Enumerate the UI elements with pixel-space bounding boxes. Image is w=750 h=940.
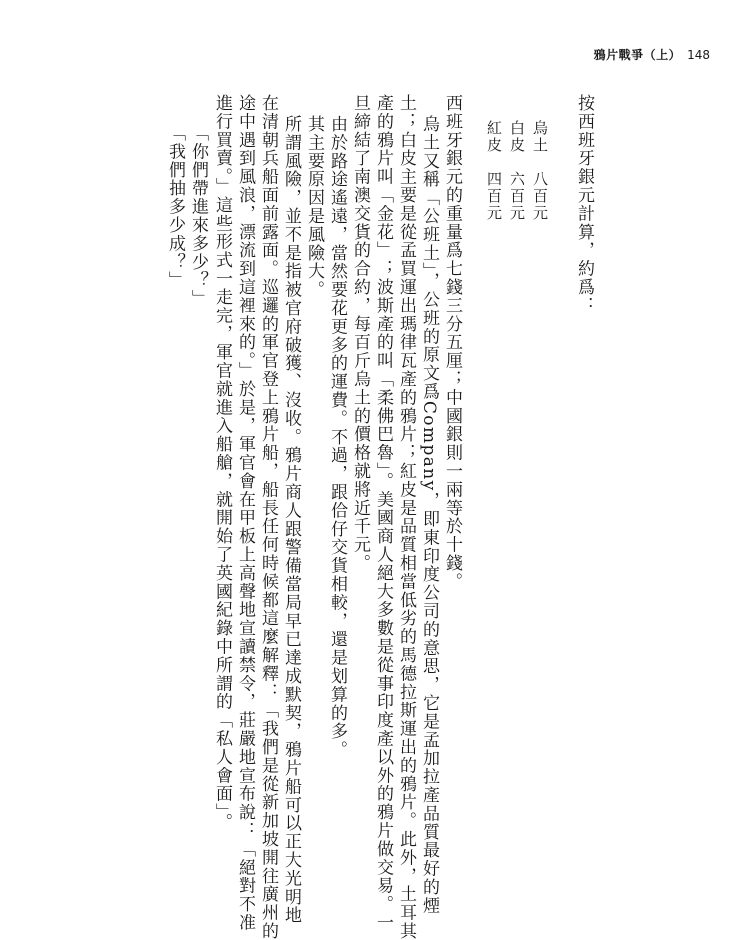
intro-line: 按西班牙銀元計算，約爲： [574, 94, 594, 315]
price-row-wutu: 烏土 八百元 [531, 120, 549, 222]
book-title: 鴉片戰爭（上） [593, 48, 682, 62]
paragraph-line: 在清朝兵船面前露面。巡邏的軍官登上鴉片船，船長任何時候都這麼解釋：「我們是從新加坡開往廣州的 [258, 94, 278, 940]
dialogue-line: 「你們帶進來多少？」 [188, 124, 208, 308]
paragraph-line: 西班牙銀元的重量爲七錢三分五厘；中國銀則一兩等於十錢。 [442, 94, 462, 591]
price-row-hongpi: 紅皮 四百元 [485, 120, 503, 222]
paragraph-line: 產的鴉片叫「金花」；波斯產的叫「柔佛巴魯」。美國商人絕大多數是從事印度產以外的鴉片做交易。一 [373, 94, 393, 932]
paragraph-line: 途中遇到風浪，漂流到這裡來的。」於是，軍官會在甲板上高聲地宣讀禁令，莊嚴地宣布說：「絕對不准 [235, 94, 255, 932]
paragraph-line: 土；白皮主要是從孟買運出瑪律瓦產的鴉片；紅皮是品質相當低劣的馬德拉斯運出的鴉片。此外，土耳其 [396, 94, 416, 940]
running-header [470, 46, 710, 63]
paragraph-line: 所謂風險，並不是指被官府破獲、沒收。鴉片商人跟警備當局早已達成默契，鴉片船可以正大光明地 [281, 115, 301, 925]
paragraph-line: 旦締結了南澳交貨的合約，每百斤烏土的價格就將近千元。 [350, 94, 370, 573]
paragraph-line: 進行買賣。」這些形式一走完，軍官就進入船艙，就開始了英國紀錄中所謂的「私人會面」。 [212, 94, 232, 832]
page-number: 148 [687, 48, 710, 62]
dialogue-line: 「我們抽多少成？」 [165, 124, 185, 290]
paragraph-line: 其主要原因是風險大。 [304, 115, 324, 299]
paragraph-line: 烏土又稱「公班土」，公班的原文爲Company，即東印度公司的意思，它是孟加拉產品質最好的煙 [419, 115, 439, 915]
paragraph-line: 由於路途遙遠，當然要花更多的運費。不過，跟佮仔交貨相較，還是划算的多。 [327, 115, 347, 759]
price-row-baipi: 白皮 六百元 [508, 120, 526, 222]
